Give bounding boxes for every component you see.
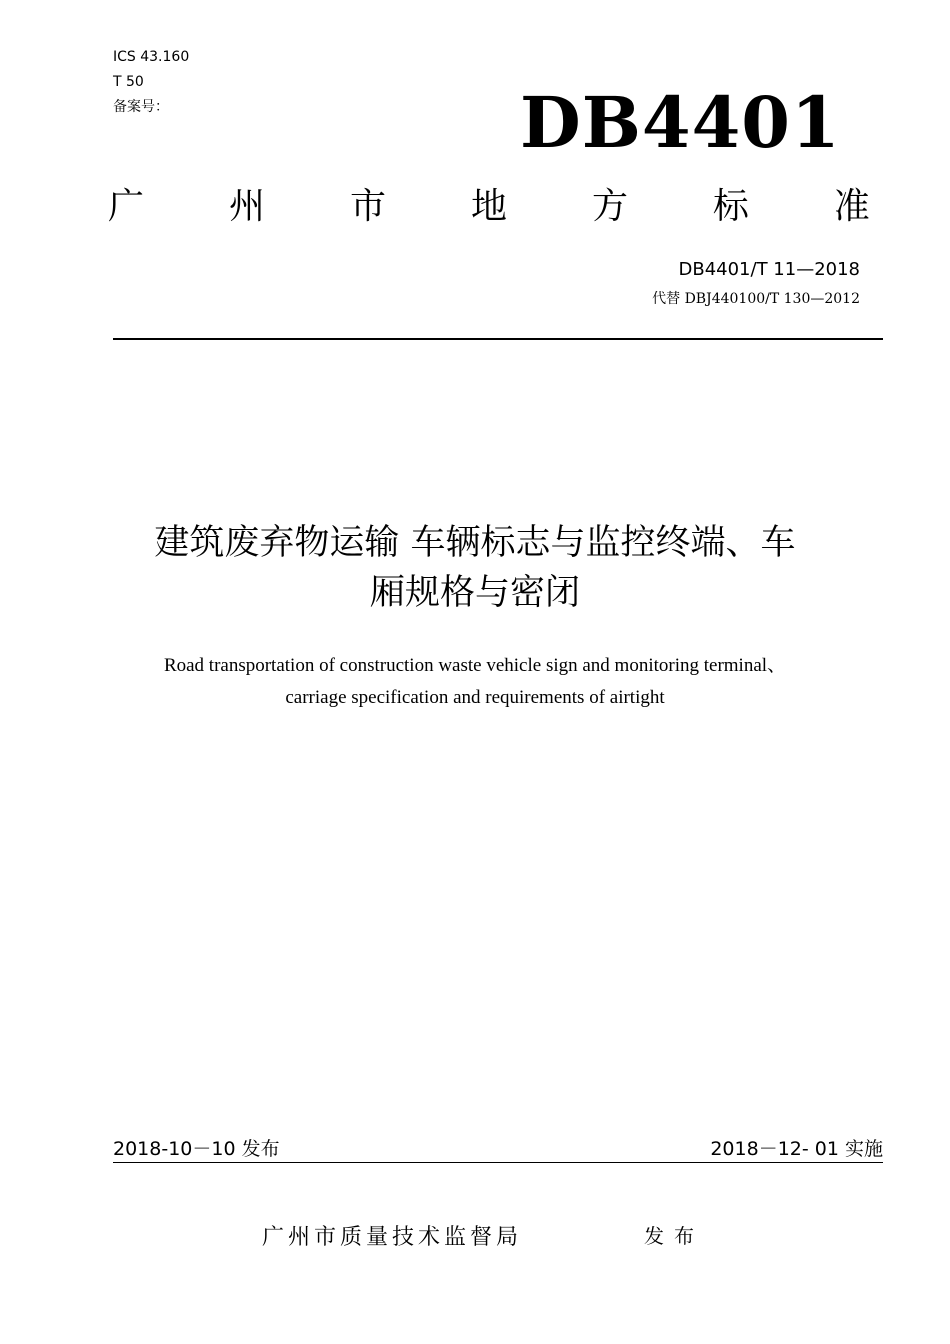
issuing-authority: 广州市质量技术监督局	[262, 1225, 523, 1250]
standard-type-char: 地	[470, 186, 507, 227]
issue-date: 2018-10－10 发布	[113, 1138, 280, 1160]
replaces-standard: 代替 DBJ440100/T 130—2012	[652, 291, 860, 307]
standard-type-char: 准	[833, 186, 870, 227]
ccs-code: T 50	[113, 74, 144, 90]
english-title-line-2: carriage specification and requirements of airtight	[285, 687, 665, 708]
chinese-title-line-1: 建筑废弃物运输 车辆标志与监控终端、车	[154, 523, 796, 563]
chinese-title-line-2: 厢规格与密闭	[369, 573, 580, 613]
standard-number: DB4401/T 11—2018	[678, 259, 860, 280]
standard-type-char: 州	[228, 186, 265, 227]
issue-label: 发布	[644, 1224, 704, 1248]
standard-type-char: 广	[108, 186, 145, 227]
bottom-divider	[113, 1162, 883, 1163]
standard-type-char: 市	[349, 186, 386, 227]
standard-type-char: 标	[712, 186, 749, 227]
standard-type-char: 方	[591, 186, 628, 227]
top-divider	[113, 338, 883, 340]
english-title-line-1: Road transportation of construction waste vehicle sign and monitoring terminal、	[163, 655, 787, 676]
record-number-label: 备案号：	[113, 99, 169, 115]
standard-type-title	[108, 182, 870, 232]
implementation-date: 2018－12- 01 实施	[710, 1138, 883, 1160]
standard-code-mark: DB4401	[520, 81, 841, 164]
ics-code: ICS 43.160	[113, 49, 190, 65]
